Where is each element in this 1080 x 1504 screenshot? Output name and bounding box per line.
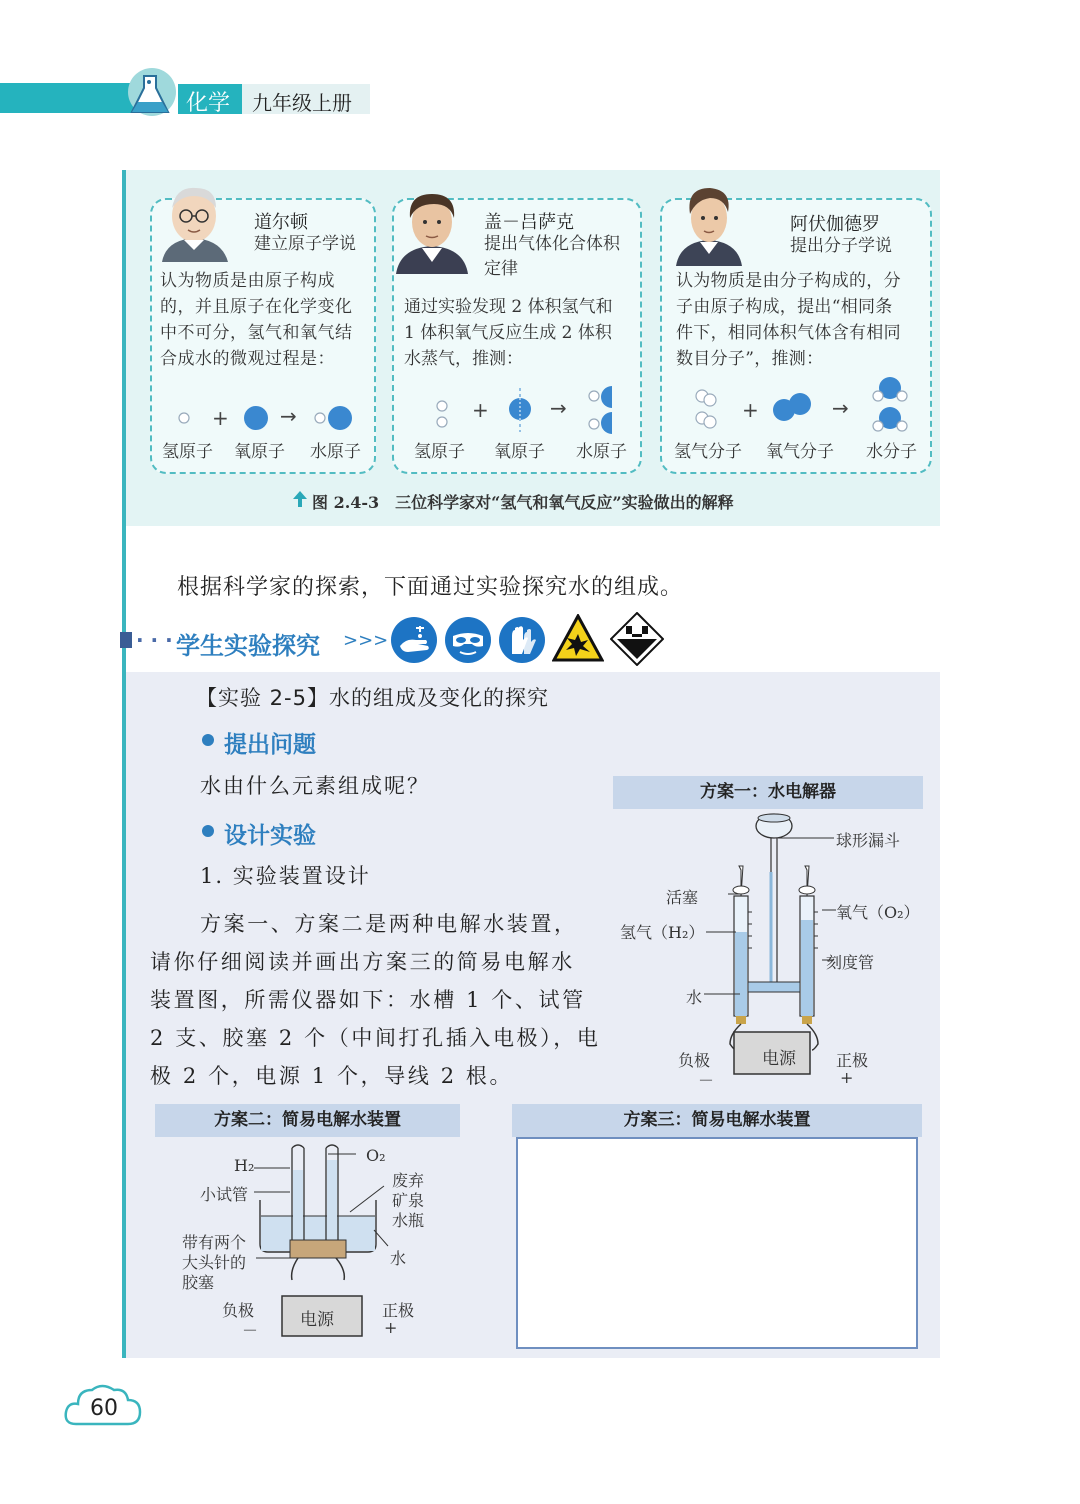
- water-molecule-h: [873, 421, 883, 431]
- step-1-title: 1. 实验装置设计: [200, 864, 371, 888]
- scientist-name-gay-lussac: 盖－吕萨克: [484, 212, 574, 233]
- water-molecule-h: [873, 391, 883, 401]
- oxygen-atom: [509, 398, 531, 420]
- plan2-tube-label: 小试管: [200, 1185, 249, 1204]
- dalton-desc-3: 中不可分，氢气和氧气结: [160, 323, 353, 343]
- water-half-o: [601, 412, 612, 434]
- page-number: 60: [90, 1396, 118, 1421]
- plan2-stopper-label-2: 大头针的: [182, 1253, 247, 1272]
- intro-text: 根据科学家的探索，下面通过实验探究水的组成。: [177, 575, 684, 600]
- dalton-plus: +: [212, 406, 229, 430]
- body-line-4: 2 支、胶塞 2 个（中间打孔插入电极），电: [150, 1026, 601, 1050]
- plan3-drawing-area[interactable]: [516, 1137, 918, 1349]
- plan1-title: 方案一：水电解器: [613, 776, 923, 809]
- gay-lussac-portrait-icon: [394, 188, 470, 274]
- gay-lussac-reaction-diagram: [426, 384, 626, 436]
- gay-lussac-plus: +: [472, 398, 489, 422]
- question-text: 水由什么元素组成呢？: [200, 774, 430, 798]
- hand-wash-icon: [390, 616, 438, 664]
- hydrogen-atom: [179, 413, 189, 423]
- caption-arrow-icon: [292, 490, 308, 508]
- avogadro-plus: +: [742, 398, 759, 422]
- water-h-atom: [589, 391, 599, 401]
- plan1-minus: －: [698, 1071, 715, 1090]
- avogadro-label-1: 氢气分子: [674, 442, 742, 462]
- dalton-portrait-icon: [156, 182, 232, 262]
- plan2-positive-label: 正极: [382, 1301, 415, 1320]
- water-h-atom: [589, 419, 599, 429]
- scientist-name-avogadro: 阿伏伽德罗: [790, 214, 880, 235]
- plan2-bottle-label-3: 水瓶: [392, 1211, 425, 1230]
- hydrogen-atom: [437, 401, 447, 411]
- avogadro-label-2: 氧气分子: [766, 442, 834, 462]
- avogadro-portrait-icon: [674, 184, 744, 266]
- bullet-question: [202, 734, 214, 746]
- flask-logo-icon: [122, 66, 186, 122]
- hydrogen-atom: [437, 417, 447, 427]
- heading-question: 提出问题: [224, 732, 316, 758]
- gay-lussac-desc-2: 1 体积氧气反应生成 2 体积: [404, 323, 612, 343]
- figure-caption: 图 2.4-3 三位科学家对“氢气和氧气反应”实验做出的解释: [312, 493, 734, 512]
- avogadro-desc-3: 件下，相同体积气体含有相同: [676, 323, 901, 343]
- plan1-leader-lines: [612, 828, 852, 1008]
- plan2-negative-label: 负极: [222, 1301, 255, 1320]
- dalton-label-2: 氧原子: [234, 442, 285, 462]
- gay-lussac-desc-1: 通过实验发现 2 体积氢气和: [404, 297, 613, 317]
- gay-lussac-label-2: 氧原子: [494, 442, 545, 462]
- plan1-positive-label: 正极: [836, 1051, 869, 1070]
- bullet-design: [202, 825, 214, 837]
- avogadro-desc-1: 认为物质是由分子构成的，分: [676, 271, 901, 291]
- oxygen-atom: [244, 406, 268, 430]
- dalton-desc-1: 认为物质是由原子构成: [160, 271, 335, 291]
- body-line-3: 装置图，所需仪器如下：水槽 1 个、试管: [150, 988, 586, 1012]
- dalton-reaction-diagram: [170, 400, 366, 436]
- plan1-oxygen-label: 氧气（O₂）: [836, 903, 920, 922]
- scientist-theory-gay-lussac-1: 提出气体化合体积: [484, 234, 620, 254]
- plan1-graduated-label: 刻度管: [826, 953, 875, 972]
- experiment-title: 【实验 2-5】水的组成及变化的探究: [196, 686, 549, 710]
- avogadro-arrow: →: [832, 396, 849, 420]
- scientist-theory-avogadro: 提出分子学说: [790, 236, 892, 256]
- dalton-desc-2: 的，并且原子在化学变化: [160, 297, 353, 317]
- plan2-water-label: 水: [390, 1249, 407, 1268]
- plan2-bottle-label-1: 废弃: [392, 1171, 425, 1190]
- scientist-theory-dalton: 建立原子学说: [254, 234, 356, 254]
- plan1-negative-label: 负极: [678, 1051, 711, 1070]
- dalton-label-3: 水原子: [310, 442, 361, 462]
- water-molecule-h: [897, 391, 907, 401]
- plan2-power: 电源: [300, 1310, 334, 1330]
- header-subject: 化学: [186, 91, 231, 116]
- dalton-label-1: 氢原子: [162, 442, 213, 462]
- hydrogen-molecule-atom: [704, 394, 716, 406]
- water-o-atom: [328, 406, 352, 430]
- body-line-5: 极 2 个，电源 1 个，导线 2 根。: [150, 1064, 514, 1088]
- plan2-stopper-label-1: 带有两个: [182, 1233, 247, 1252]
- section-arrows: >>>: [343, 630, 389, 651]
- plan1-stopcock-label: 活塞: [666, 888, 699, 907]
- avogadro-label-3: 水分子: [866, 442, 917, 462]
- oxygen-molecule-atom: [789, 393, 811, 415]
- water-molecule-h: [897, 421, 907, 431]
- dalton-desc-4: 合成水的微观过程是：: [160, 349, 335, 369]
- heading-design: 设计实验: [224, 823, 316, 849]
- plan2-bottle-label-2: 矿泉: [392, 1191, 425, 1210]
- water-h-atom: [315, 413, 325, 423]
- scientist-theory-gay-lussac-2: 定律: [484, 259, 518, 279]
- section-dots: · · ·: [136, 628, 173, 652]
- plan2-o2-label: O₂: [366, 1146, 386, 1165]
- plan2-stopper-label-3: 胶塞: [182, 1273, 215, 1292]
- plan1-funnel-label: 球形漏斗: [836, 831, 901, 850]
- scientist-name-dalton: 道尔顿: [254, 212, 308, 233]
- avogadro-desc-2: 子由原子构成，提出“相同条: [676, 297, 893, 317]
- explosive-warning-icon: [552, 614, 604, 664]
- corrosive-warning-icon: [610, 612, 664, 666]
- gloves-icon: [498, 616, 546, 664]
- plan3-title: 方案三：简易电解水装置: [512, 1104, 922, 1137]
- header-grade: 九年级上册: [252, 91, 352, 115]
- plan1-water-label: 水: [686, 988, 703, 1007]
- plan2-h2-label: H₂: [234, 1156, 255, 1175]
- goggles-icon: [444, 616, 492, 664]
- water-half-o: [601, 386, 612, 408]
- gay-lussac-desc-3: 水蒸气，推测：: [404, 349, 523, 369]
- plan1-hydrogen-label: 氢气（H₂）: [620, 923, 705, 942]
- avogadro-desc-4: 数目分子”，推测：: [676, 349, 824, 369]
- gay-lussac-label-3: 水原子: [576, 442, 627, 462]
- section-title: 学生实验探究: [176, 632, 320, 660]
- gay-lussac-arrow: →: [550, 396, 567, 420]
- plan2-minus: －: [242, 1321, 259, 1340]
- body-line-1: 方案一、方案二是两种电解水装置，: [200, 912, 578, 936]
- body-line-2: 请你仔细阅读并画出方案三的简易电解水: [150, 950, 575, 974]
- plan1-plus: +: [840, 1068, 854, 1087]
- gay-lussac-label-1: 氢原子: [414, 442, 465, 462]
- hydrogen-molecule-atom: [704, 416, 716, 428]
- plan2-title: 方案二：简易电解水装置: [155, 1104, 460, 1137]
- plan1-power: 电源: [762, 1049, 796, 1069]
- section-marker: [120, 632, 132, 648]
- avogadro-reaction-diagram: [690, 374, 920, 436]
- dalton-arrow: →: [280, 404, 297, 428]
- plan2-plus: +: [384, 1318, 398, 1337]
